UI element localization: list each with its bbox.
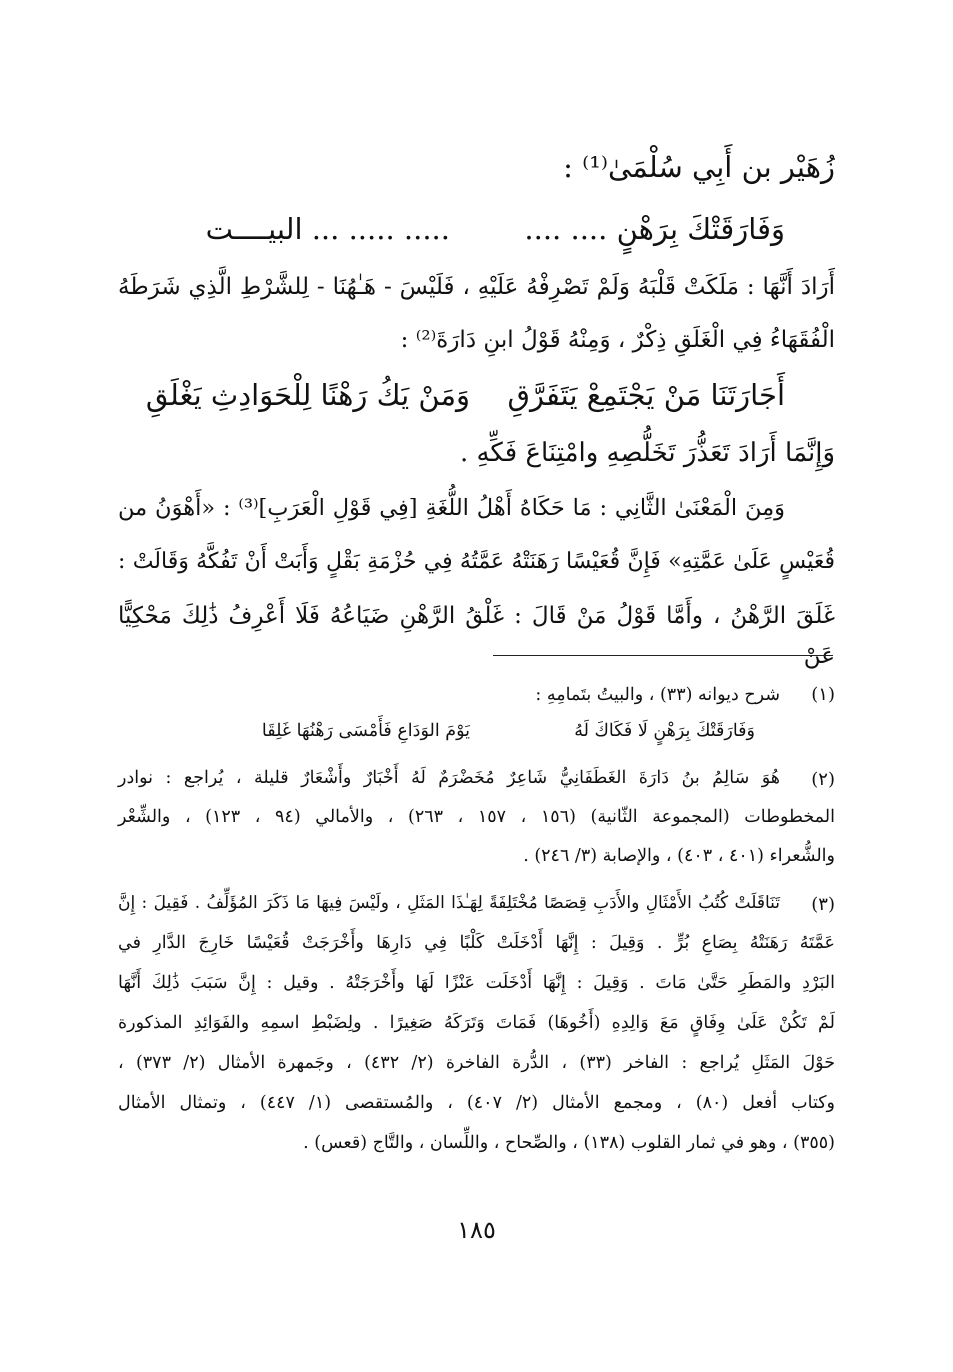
footnote3-line5: حَوْلَ المَثَلِ يُراجع : الفاخر (٣٣) ، الدُّرة الفاخرة (٢/ ٤٣٢) ، وجَمهرة الأمثال (٢/ ٣٧٣) ، [118, 1053, 836, 1073]
page-number: ١٨٥ [457, 1216, 496, 1244]
footnote3-line2: عَمَّتَهُ رَهَنَتْهُ بِصَاعِ بُرٍّ . وَقِيلَ : إِنَّهَا أَدْخَلَتْ كَلْبًا فِي دَارِهَا وأَخْرَجَتْ قُعَيْسًا خَارِجَ الدَّارِ في [118, 933, 835, 953]
footnote3-line4: لَمْ تَكُنْ عَلَىٰ وِفَاقٍ مَعَ وَالِدِهِ (أَخُوهَا) فَمَاتَ وَتَرَكَهُ صَغِيرًا . ولِضَبْطِ اسمِهِ والفَوَائِدِ المذكورة [118, 1013, 835, 1033]
paragraph1-line1: أَرَادَ أَنَّهَا : مَلَكَتْ قَلْبَهُ وَلَمْ تَصْرِفْهُ عَلَيْهِ ، فَلَيْسَ - هَـٰهُنَا - لِلشَّرْطِ الَّذِي شَرَطَهُ [118, 274, 835, 300]
paragraph3-line2: قُعَيْسٍ عَلَىٰ عَمَّتِهِ» فَإِنَّ قُعَيْسًا رَهَنَتْهُ عَمَّتُهُ فِي حُزْمَةِ بَقْلٍ وَأَبَتْ أَنْ تَفُكَّهُ وَقَالَتْ : [118, 549, 835, 574]
verse2-second-hemistich: وَمَنْ يَكُ رَهْنًا لِلْحَوَادِثِ يَغْلَقِ [145, 378, 470, 412]
paragraph2: وَإِنَّمَا أَرَادَ تَعَذُّرَ تَخَلُّصِهِ وامْتِنَاعَ فَكِّهِ . [459, 438, 835, 468]
footnote2-line3: والشُّعراء (٤٠١ ، ٤٠٣) ، والإصابة (٣/ ٢٤٦) . [523, 846, 835, 866]
paragraph3-line1: وَمِنَ الْمَعْنَىٰ الثَّانِي : مَا حَكَاهُ أَهْلُ اللُّغَةِ [فِي قَوْلِ الْعَرَبِ]⁽³⁾ : «أَهْوَنُ من [118, 495, 785, 521]
footnote3-line1: تَنَاقَلَتْ كُتُبُ الأَمْثَالِ والأَدَبِ قِصَصًا مُخْتَلِفَةً لِهَـٰذَا المَثَلِ ، ولَيْسَ فِيهَا مَا ذَكَرَ المُؤَلِّفُ . فَقِيلَ : إِنَّ [118, 893, 780, 913]
verse1-second-hemistich: ..... ..... ... البيــــت [205, 212, 450, 246]
verse1-first-hemistich: وَفَارَقَتْكَ بِرَهْنٍ .... .... [524, 212, 785, 246]
footnote3-number: (٣) [811, 894, 835, 915]
footnote2-line1: هُوَ سَالِمُ بنُ دَارَةَ الغَطَفَانِيُّ شَاعِرٌ مُخَضْرَمٌ لَهُ أَخْبَارٌ وأَشْعَارٌ قليلة ، يُراجع : نوادر [118, 768, 780, 788]
footnote1-line1: شرح ديوانه (٣٣) ، والبيتُ بتَمامِهِ : [535, 685, 780, 705]
footnote1-verse-first-hemistich: وَفَارَقَتْكَ بِرَهْنٍ لَا فَكَاكَ لَهُ [574, 721, 755, 741]
footnote1-verse-second-hemistich: يَوْمَ الوَدَاعِ فَأَمْسَى رَهْنُهَا غَلِقَا [261, 721, 470, 741]
footnote1-number: (١) [811, 684, 835, 705]
poet-heading: زُهَيْر بن أَبِي سُلْمَىٰ⁽¹⁾ : [563, 150, 835, 184]
footnote2-line2: المخطوطات (المجموعة الثّانية) (١٥٦ ، ١٥٧ ، ٢٦٣) ، والأمالي (٩٤ ، ١٢٣) ، والشِّعْر [118, 807, 835, 827]
footnote3-line3: البَرْدِ والمَطَرِ حَتَّىٰ مَاتَ . وَقِيلَ : إِنَّهَا أَدْخَلَت عَنْزًا لَهَا وأَخْرَجَتْهُ . وقيل : إِنَّ سَبَبَ ذَٰلِكَ أَنَّهَا [118, 973, 835, 993]
footnote3-line7: (٣٥٥) ، وهو في ثمار القلوب (١٣٨) ، والصِّحاح ، واللِّسان ، والتَّاج (قعس) . [303, 1133, 835, 1153]
verse2-first-hemistich: أَجَارَتَنَا مَنْ يَجْتَمِعْ يَتَفَرَّقِ [507, 378, 785, 412]
footnote3-line6: وكتاب أفعل (٨٠) ، ومجمع الأمثال (٢/ ٤٠٧) ، والمُستقصى (١/ ٤٤٧) ، وتمثال الأمثال [118, 1093, 836, 1113]
paragraph3-line3: غَلَقَ الرَّهْنُ ، وأَمَّا قَوْلُ مَنْ قَالَ : غَلْقُ الرَّهْنِ ضَيَاعُهُ فَلَا أَعْرِفُ ذَٰلِكَ مَحْكِيًّا عَنْ [118, 603, 835, 669]
paragraph1-line2: الْفُقَهَاءُ فِي الْغَلَقِ ذِكْرٌ ، وَمِنْهُ قَوْلُ ابنِ دَارَةَ⁽²⁾ : [400, 327, 835, 353]
footnote-separator [493, 655, 833, 656]
footnote2-number: (٢) [811, 769, 835, 790]
